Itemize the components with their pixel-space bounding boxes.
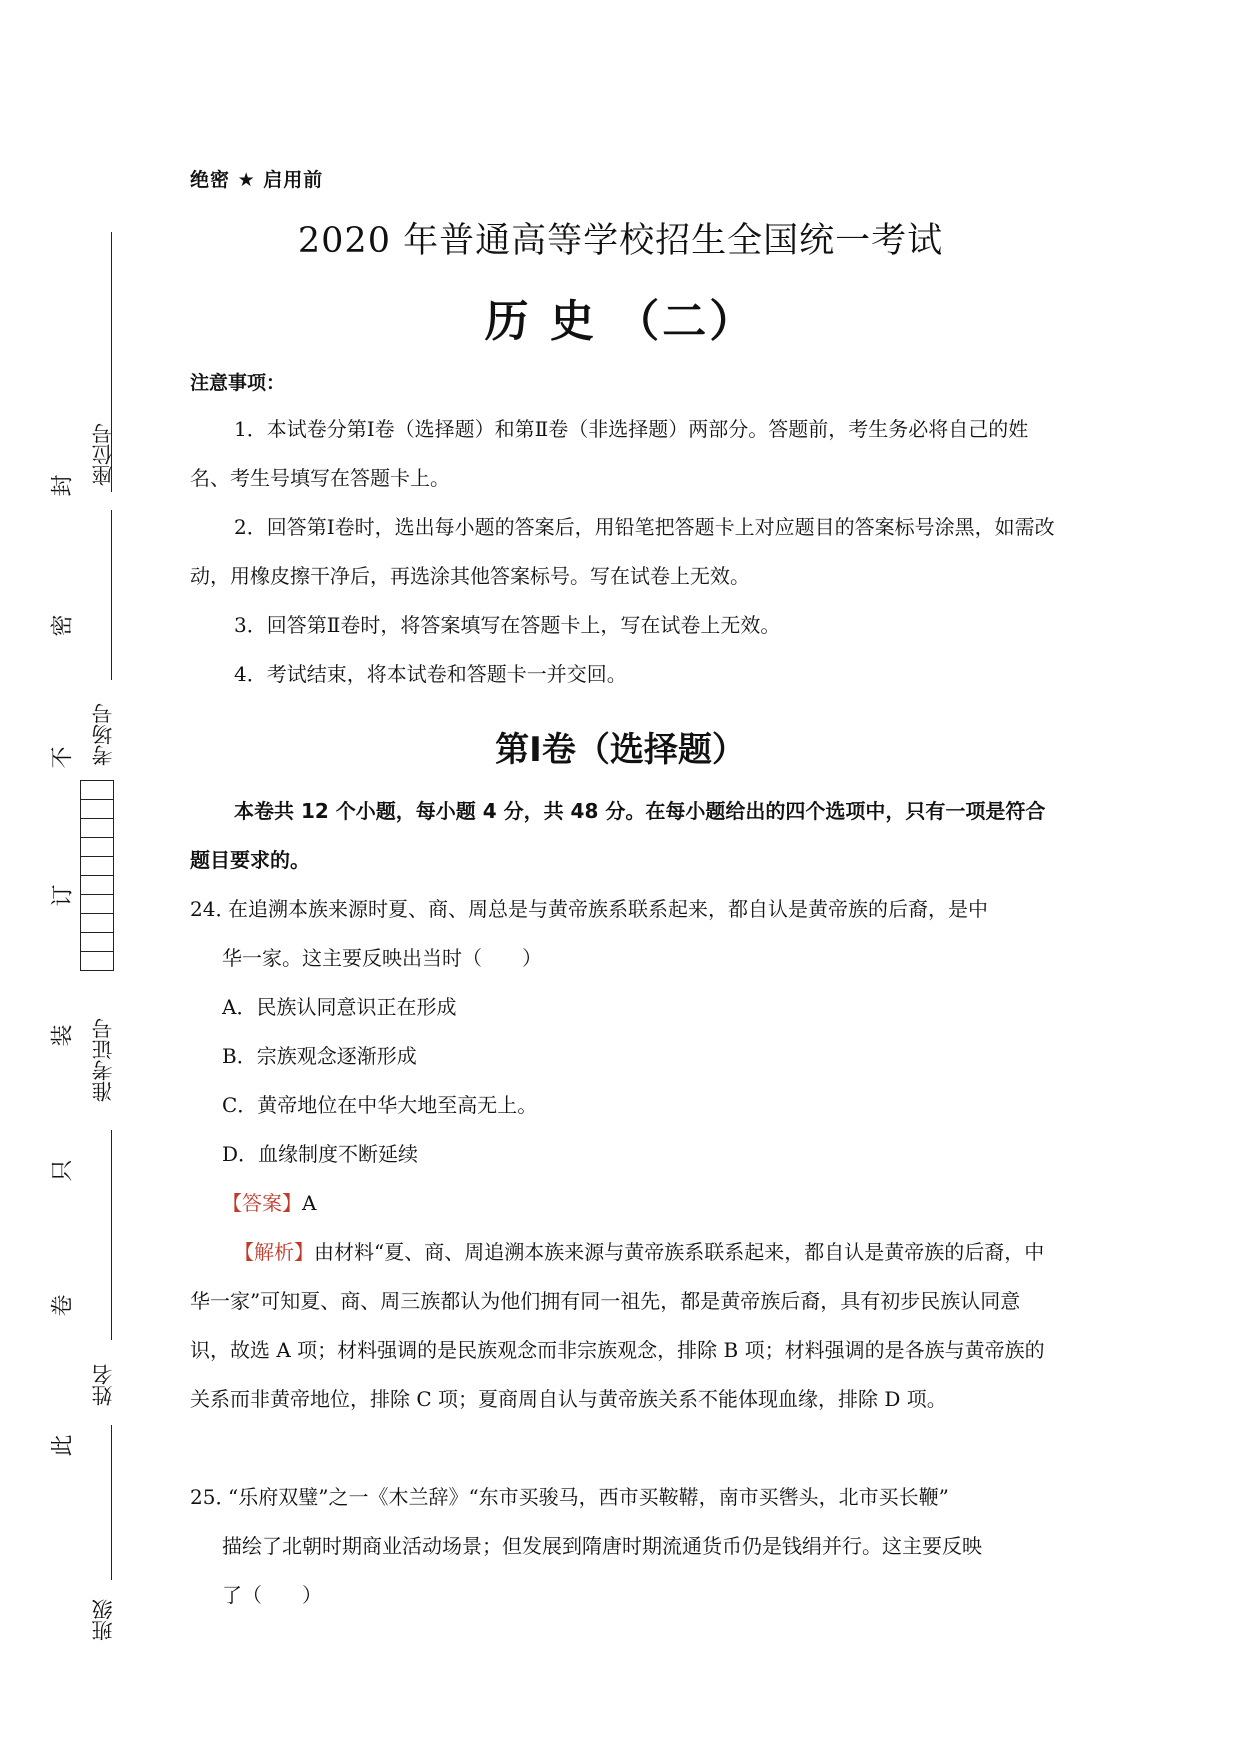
confidential-mark: 绝密 ★ 启用前 [190,169,324,191]
section-instructions: 本卷共 12 个小题，每小题 4 分，共 48 分。在每小题给出的四个选项中，只有一项是符合题目要求的。 [190,799,1046,872]
option-d: D．血缘制度不断延续 [222,1142,419,1166]
option-b: B．宗族观念逐渐形成 [222,1044,417,1068]
question-24 [190,885,1056,983]
option-c: C．黄帝地位在中华大地至高无上。 [222,1093,538,1117]
subject-title: 历 史 （二） [484,296,757,347]
question-stem-line: 华一家。这主要反映出当时（ ） [222,946,542,970]
exam-title: 2020 年普通高等学校招生全国统一考试 [297,221,944,261]
seal-char: 订 [50,884,76,907]
notice-item-4: 4．考试结束，将本试卷和答题卡一并交回。 [234,662,627,686]
binding-line-4 [111,1425,112,1580]
label-admission-number: 准考证号 [91,1018,115,1102]
notice-item-1: 1．本试卷分第Ⅰ卷（选择题）和第Ⅱ卷（非选择题）两部分。答题前，考生务必将自己的姓名、考生号填写在答题卡上。 [190,417,1029,490]
notice-item-2: 2．回答第Ⅰ卷时，选出每小题的答案后，用铅笔把答题卡上对应题目的答案标号涂黑，如需改动，用橡皮擦干净后，再选涂其他答案标号。写在试卷上无效。 [190,515,1055,588]
analysis-tag: 【解析】 [234,1240,314,1264]
seal-char: 只 [50,1159,76,1182]
analysis [190,1228,1056,1424]
option-a: A．民族认同意识正在形成 [222,995,457,1019]
notice-heading: 注意事项： [190,372,286,394]
label-exam-room-number: 考场号 [91,703,115,767]
seal-char: 此 [50,1434,76,1457]
label-name: 姓名 [91,1364,115,1406]
answer-tag: 【答案】 [222,1191,302,1215]
admission-number-grid [80,780,114,971]
question-stem-line: 描绘了北朝时期商业活动场景；但发展到隋唐时期流通货币仍是钱绢并行。这主要反映 [222,1534,982,1558]
question-number: 25． [190,1485,236,1509]
question-25 [190,1473,1056,1620]
answer-value: A [302,1191,317,1215]
seal-char: 不 [50,746,76,769]
analysis-text: 由材料“夏、商、周追溯本族来源与黄帝族系联系起来，都自认是黄帝族的后裔，中华一家”可知夏、商、周三族都认为他们拥有同一祖先，都是黄帝族后裔，具有初步民族认同意识，故选 A 项；材料强调的是民族观念而非宗族观念，排除 B 项；材料强调的是各族与黄帝族的关系而非黄帝地位，排除 C 项；夏商周自认与黄帝族关系不能体现血缘，排除 D 项。 [190,1240,1045,1411]
notice-item-3: 3．回答第Ⅱ卷时，将答案填写在答题卡上，写在试卷上无效。 [234,613,781,637]
question-stem-line: 了（ ） [222,1583,322,1607]
binding-line-3 [111,1130,112,1340]
seal-char: 封 [50,474,76,497]
question-stem-line: “乐府双璧”之一《木兰辞》“东市买骏马，西市买鞍鞯，南市买辔头，北市买长鞭” [228,1485,949,1509]
section-title: 第Ⅰ卷（选择题） [495,730,746,770]
question-stem-line: 在追溯本族来源时夏、商、周总是与黄帝族系联系起来，都自认是黄帝族的后裔，是中 [228,897,988,921]
seal-char: 密 [50,614,76,637]
question-number: 24． [190,897,236,921]
seal-char: 装 [50,1024,76,1047]
binding-line-2 [111,510,112,680]
answer-line [222,1179,316,1228]
label-seat-number: 座位号 [91,423,115,487]
seal-char: 卷 [50,1294,76,1317]
label-class: 班级 [91,1599,115,1641]
